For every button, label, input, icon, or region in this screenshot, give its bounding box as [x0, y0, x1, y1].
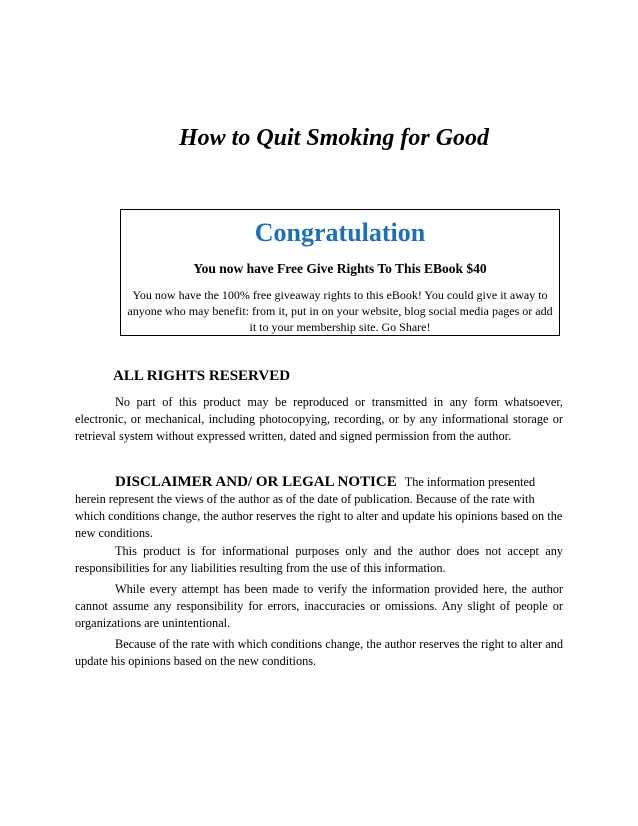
disclaimer-para-2: While every attempt has been made to verify the information provided here, the author cannot assume any responsibility for errors, inaccuracies or omissions. Any slight of people or organizations are unintentional.: [75, 582, 563, 630]
notice-text: You now have the 100% free giveaway rights to this eBook! You could give it away to anyone who may benefit: from it, put in on your website, blog social media pages or add it to your membership site. Go Share!: [127, 288, 553, 334]
disclaimer-paragraph: [75, 636, 563, 670]
disclaimer-paragraph: [75, 543, 563, 577]
rights-heading: ALL RIGHTS RESERVED: [113, 368, 291, 384]
giveaway-notice-box: [120, 209, 560, 336]
disclaimer-section: [75, 474, 563, 542]
disclaimer-paragraph: [75, 581, 563, 632]
disclaimer-para-3: Because of the rate with which conditions change, the author reserves the right to alter and update his opinions based on the new conditions.: [75, 637, 563, 668]
disclaimer-intro: The information presented herein represent the views of the author as of the date of publication. Because of the rate with which conditions change, the author reserves the right to alter and update his opinions based on the new conditions.: [75, 475, 563, 540]
disclaimer-heading: DISCLAIMER AND/ OR LEGAL NOTICE: [115, 474, 397, 490]
disclaimer-para-1: This product is for informational purposes only and the author does not accept any responsibilities for any liabilities resulting from the use of this information.: [75, 544, 563, 575]
rights-section: [75, 394, 563, 445]
notice-heading: Congratulation: [254, 218, 426, 247]
rights-text: No part of this product may be reproduced or transmitted in any form whatsoever, electronic, or mechanical, including photocopying, recording, or by any informational storage or retrieval system without expressed written, dated and signed permission from the author.: [75, 395, 563, 443]
notice-subheading: You now have Free Give Rights To This EBook $40: [193, 261, 487, 276]
document-title: How to Quit Smoking for Good: [178, 125, 490, 151]
